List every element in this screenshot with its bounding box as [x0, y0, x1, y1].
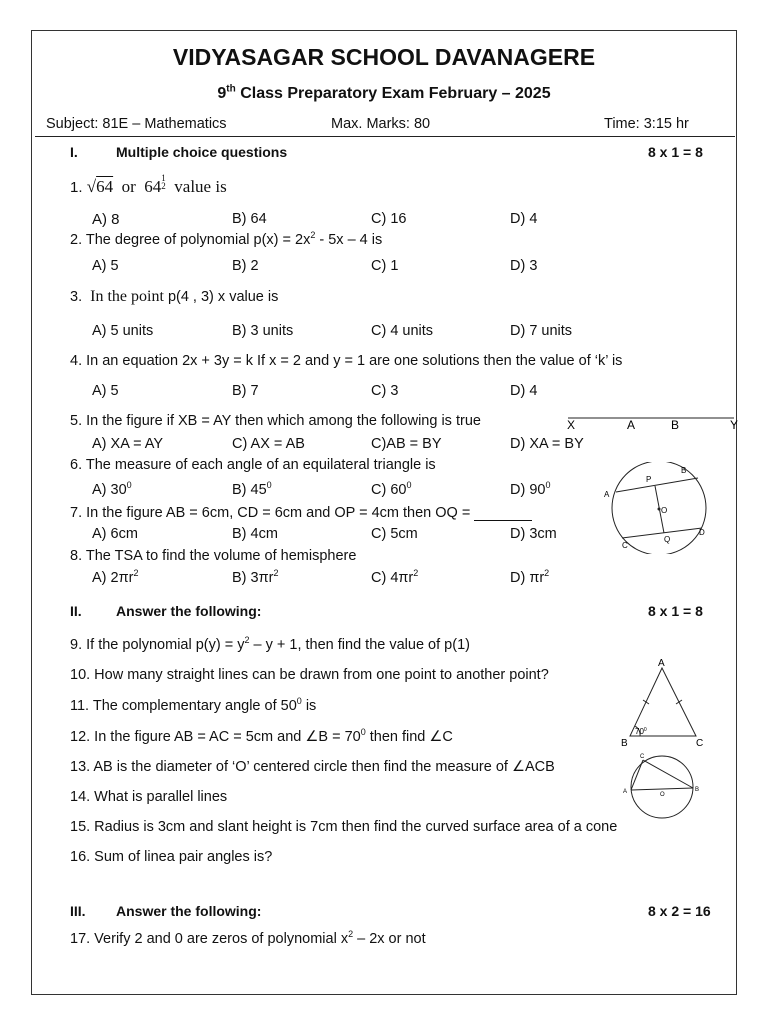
- q5-label-y: Y: [730, 418, 738, 432]
- q13-circle: [631, 756, 693, 818]
- q7-label-o: O: [661, 506, 668, 515]
- q7-circle-figure: [600, 462, 714, 554]
- q12-label-b: B: [621, 738, 628, 749]
- section-1-number: I.: [70, 144, 78, 160]
- question-2: 2. The degree of polynomial $p(x) = 2x^2 - 5x - 4$ is: [70, 230, 383, 248]
- section-3-marks: 8 x 2 = 16: [648, 903, 711, 919]
- q13-label-b: B: [695, 787, 700, 793]
- question-7: 7. In the figure AB = 6cm, CD = 6cm and OP = 4cm then OQ =: [70, 505, 532, 521]
- q5-option-a: A) XA = AY: [92, 436, 164, 452]
- sqrt-symbol: √: [86, 177, 97, 196]
- q2-option-c: C) 1: [371, 258, 399, 274]
- q7-option-c: C) 5cm: [371, 526, 418, 542]
- section-3-number: III.: [70, 903, 86, 919]
- q6-option-a: A) $30^0$: [92, 480, 132, 498]
- question-1: 1. √64 or 641 2 value is: [70, 173, 227, 196]
- section-2-title: Answer the following:: [116, 603, 262, 619]
- q7-label-d: D: [699, 528, 705, 537]
- time-label: Time: 3:15 hr: [604, 116, 689, 132]
- fraction-exponent: 1 2: [161, 173, 166, 191]
- q13-label-o: O: [660, 792, 665, 798]
- question-11: 11. The complementary angle of $50^0$ is: [70, 696, 317, 714]
- q8-option-a: A) $2\pi r^2$: [92, 568, 139, 586]
- section-2-marks: 8 x 1 = 8: [648, 603, 703, 619]
- q5-label-x: X: [567, 418, 576, 432]
- school-name: VIDYASAGAR SCHOOL DAVANAGERE: [172, 44, 596, 70]
- q7-label-a: A: [604, 490, 610, 499]
- question-15: 15. Radius is 3cm and slant height is 7cm then find the curved surface area of a cone: [70, 819, 618, 835]
- q6-option-d: D) $90^0$: [510, 480, 551, 498]
- q8-option-d: D) $\pi r^2$: [510, 568, 550, 586]
- q7-option-d: D) 3cm: [510, 526, 557, 542]
- q12-label-c: C: [696, 738, 704, 749]
- q12-tick-ac: [676, 700, 682, 704]
- q13-diameter-ab: [631, 788, 693, 790]
- q3-option-c: C) 4 units: [371, 323, 434, 339]
- question-14: 14. What is parallel lines: [70, 789, 228, 805]
- header-divider: [35, 136, 735, 137]
- question-12: 12. In the figure AB = AC = 5cm and ∠B = $70^0$ then find ∠C: [70, 727, 453, 745]
- q3-option-d: D) 7 units: [510, 323, 573, 339]
- q5-option-c: C)AB = BY: [371, 436, 442, 452]
- q13-chord-cb: [643, 760, 693, 788]
- q8-option-c: C) $4\pi r^2$: [371, 568, 419, 586]
- question-17: 17. Verify 2 and 0 are zeros of polynomial $x^2 - 2x$ or not: [70, 929, 426, 947]
- q12-tick-ab: [643, 700, 649, 704]
- max-marks-label: Max. Marks: 80: [331, 116, 431, 132]
- section-1-marks: 8 x 1 = 8: [648, 144, 703, 160]
- q12-triangle-figure: [618, 656, 708, 752]
- q7-label-q: Q: [664, 535, 671, 544]
- q7-label-p: P: [646, 475, 652, 484]
- q13-label-c: C: [640, 754, 645, 760]
- q5-label-b: B: [671, 418, 680, 432]
- q6-option-b: B) $45^0$: [232, 480, 272, 498]
- q4-option-a: A) 5: [92, 383, 119, 399]
- q2-option-a: A) 5: [92, 258, 119, 274]
- q7-label-c: C: [622, 541, 628, 550]
- question-8: 8. The TSA to find the volume of hemisphere: [70, 548, 357, 564]
- q1-option-a: A) 8: [92, 211, 120, 228]
- q5-line-figure: [562, 408, 738, 432]
- q4-option-b: B) 7: [232, 383, 259, 399]
- question-9: 9. If the polynomial $p(y) = y^2 - y + 1$, then find the value of p(1): [70, 635, 470, 653]
- q5-option-d: D) XA = BY: [510, 436, 584, 452]
- q1-option-b: B) 64: [232, 211, 267, 227]
- subject-label: Subject: 81E – Mathematics: [46, 116, 227, 132]
- question-3: 3. In the point p(4 , 3) x value is: [70, 288, 279, 305]
- q12-triangle: [630, 668, 696, 736]
- q7-option-b: B) 4cm: [232, 526, 278, 542]
- q8-option-b: B) $3\pi r^2$: [232, 568, 279, 586]
- section-1-title: Multiple choice questions: [116, 144, 288, 160]
- q5-option-b: C) AX = AB: [232, 436, 305, 452]
- q1-option-c: C) 16: [371, 211, 407, 227]
- q2-option-d: D) 3: [510, 258, 538, 274]
- question-10: 10. How many straight lines can be drawn from one point to another point?: [70, 667, 549, 683]
- q7-label-b: B: [681, 466, 687, 475]
- question-4: 4. In an equation 2x + 3y = k If x = 2 and y = 1 are one solutions then the value of ‘k’ is: [70, 353, 623, 369]
- question-16: 16. Sum of linea pair angles is?: [70, 849, 273, 865]
- q5-label-a: A: [627, 418, 636, 432]
- section-3-title: Answer the following:: [116, 903, 262, 919]
- q2-option-b: B) 2: [232, 258, 259, 274]
- q13-chord-ac: [631, 760, 643, 790]
- q3-option-b: B) 3 units: [232, 323, 294, 339]
- q4-option-c: C) 3: [371, 383, 399, 399]
- q12-label-a: A: [658, 658, 665, 669]
- q3-option-a: A) 5 units: [92, 323, 154, 339]
- question-6: 6. The measure of each angle of an equilateral triangle is: [70, 457, 436, 473]
- q7-chord-cd: [622, 528, 702, 538]
- q13-label-a: A: [623, 789, 628, 795]
- question-5: 5. In the figure if XB = AY then which among the following is true: [70, 413, 481, 429]
- section-2-number: II.: [70, 603, 82, 619]
- q7-chord-ab: [616, 478, 698, 492]
- q7-option-a: A) 6cm: [92, 526, 138, 542]
- q13-circle-figure: [618, 750, 708, 820]
- answer-blank: [474, 508, 532, 521]
- exam-title: 9th Class Preparatory Exam February – 2025: [217, 83, 551, 102]
- q1-option-d: D) 4: [510, 211, 538, 227]
- q4-option-d: D) 4: [510, 383, 538, 399]
- q12-angle-label: $70^0$: [635, 727, 647, 736]
- q6-option-c: C) $60^0$: [371, 480, 412, 498]
- question-13: 13. AB is the diameter of ‘O’ centered circle then find the measure of ∠ACB: [70, 759, 555, 775]
